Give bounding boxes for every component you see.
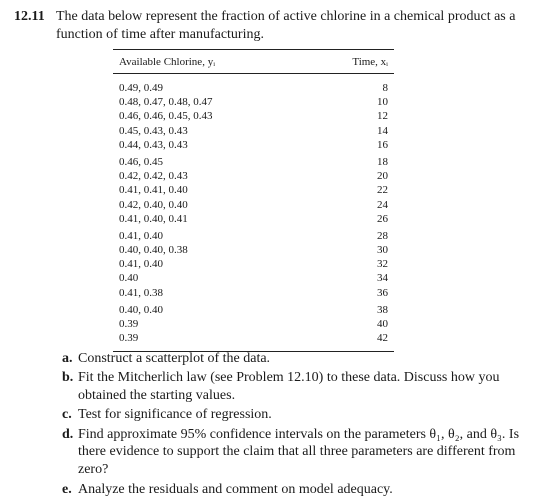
part-text: Analyze the residuals and comment on model adequacy. <box>78 481 393 497</box>
chlorine-values: 0.39 <box>119 318 139 330</box>
table-row <box>113 109 394 123</box>
table-row <box>113 286 394 300</box>
part-label: a. <box>62 351 73 366</box>
table-row <box>113 124 394 138</box>
time-value: 12 <box>377 110 388 123</box>
part-label: e. <box>62 481 72 497</box>
part-item <box>62 481 546 499</box>
table-row <box>113 271 394 285</box>
part-text: Test for significance of regression. <box>78 407 272 423</box>
table-row <box>113 243 394 257</box>
problem-parts <box>62 350 546 500</box>
data-table <box>113 49 394 352</box>
time-value: 40 <box>377 318 388 330</box>
time-value: 20 <box>377 170 388 183</box>
time-value: 26 <box>377 212 388 225</box>
chlorine-values: 0.39 <box>119 332 139 345</box>
chlorine-values: 0.40 <box>119 272 139 285</box>
chlorine-values: 0.40, 0.40, 0.38 <box>119 244 188 257</box>
table-row <box>113 229 394 243</box>
time-value: 32 <box>377 258 388 271</box>
chlorine-values: 0.41, 0.38 <box>119 286 163 299</box>
header-available-chlorine: Available Chlorine, yᵢ <box>119 56 215 68</box>
part-text: Fit the Mitcherlich law (see Problem 12.10) to these data. Discuss how you obtained the starting values. <box>78 370 500 404</box>
part-label: d. <box>62 426 74 442</box>
table-body <box>113 74 394 351</box>
problem-intro: The data below represent the fraction of active chlorine in a chemical product as a function of time after manufacturing. <box>56 9 516 42</box>
time-value: 8 <box>382 82 388 94</box>
chlorine-values: 0.41, 0.40 <box>119 258 163 271</box>
part-item <box>62 426 546 479</box>
table-row <box>113 198 394 212</box>
part-item <box>62 350 546 368</box>
time-value: 30 <box>377 244 388 257</box>
time-value: 22 <box>377 184 388 197</box>
time-value: 18 <box>377 155 388 168</box>
part-label: b. <box>62 370 74 386</box>
time-value: 28 <box>377 229 388 242</box>
table-row <box>113 303 394 317</box>
part-item <box>62 369 546 405</box>
chlorine-values: 0.41, 0.40, 0.41 <box>119 212 188 225</box>
table-row <box>113 95 394 109</box>
chlorine-values: 0.44, 0.43, 0.43 <box>119 138 188 151</box>
header-time: Time, xᵢ <box>352 56 388 68</box>
chlorine-values: 0.42, 0.40, 0.40 <box>119 198 188 211</box>
table-row <box>113 317 394 331</box>
table-row <box>113 183 394 197</box>
chlorine-values: 0.49, 0.49 <box>119 82 163 94</box>
time-value: 36 <box>377 286 388 299</box>
chlorine-values: 0.46, 0.46, 0.45, 0.43 <box>119 110 213 123</box>
time-value: 34 <box>377 272 388 285</box>
chlorine-values: 0.41, 0.40 <box>119 229 163 242</box>
problem-statement <box>14 8 550 44</box>
part-text: Find approximate 95% confidence intervals on the parameters θ₁, θ₂, and θ₃. Is there evidence to support the claim that all three parameters are different from zero? <box>78 426 520 478</box>
chlorine-values: 0.40, 0.40 <box>119 303 163 316</box>
time-value: 16 <box>377 138 388 151</box>
table-header <box>113 50 394 74</box>
problem-number: 12.11 <box>14 9 45 24</box>
part-text: Construct a scatterplot of the data. <box>78 351 271 366</box>
time-value: 14 <box>377 124 388 137</box>
time-value: 10 <box>377 96 388 109</box>
table-row <box>113 331 394 345</box>
chlorine-values: 0.42, 0.42, 0.43 <box>119 170 188 183</box>
table-row <box>113 212 394 226</box>
time-value: 38 <box>377 303 388 316</box>
part-item <box>62 406 546 424</box>
chlorine-values: 0.46, 0.45 <box>119 155 163 168</box>
table-row <box>113 169 394 183</box>
chlorine-values: 0.45, 0.43, 0.43 <box>119 124 188 137</box>
chlorine-values: 0.48, 0.47, 0.48, 0.47 <box>119 96 213 109</box>
part-label: c. <box>62 407 72 423</box>
table-row <box>113 155 394 169</box>
table-row <box>113 138 394 152</box>
time-value: 42 <box>377 332 388 345</box>
time-value: 24 <box>377 198 388 211</box>
table-row <box>113 81 394 95</box>
chlorine-values: 0.41, 0.41, 0.40 <box>119 184 188 197</box>
table-row <box>113 257 394 271</box>
